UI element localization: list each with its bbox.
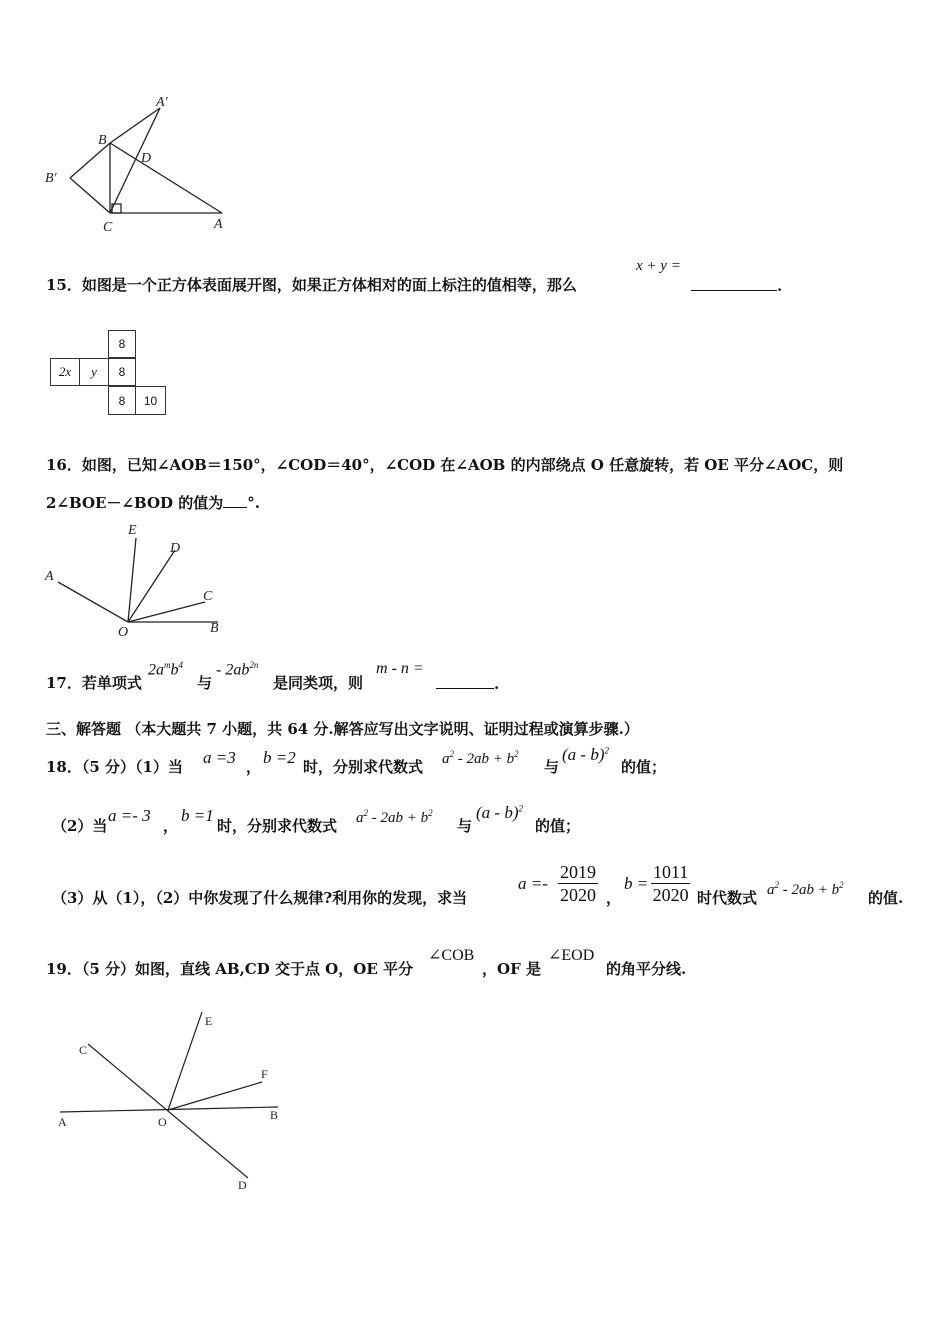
net-cell: y <box>79 358 109 386</box>
label-b: B <box>210 621 219 636</box>
fraction-denominator: 2020 <box>560 885 596 905</box>
q17-answer[interactable] <box>436 674 499 693</box>
fraction-numerator: 2019 <box>560 862 596 882</box>
q17-mid: 与 <box>197 674 213 692</box>
q18-l3-a-fraction <box>558 861 598 906</box>
label-a: A <box>45 569 54 584</box>
q15-text: 15．如图是一个正方体表面展开图，如果正方体相对的面上标注的值相等，那么 <box>46 276 577 294</box>
q18-l3-sep: ， <box>606 889 622 907</box>
label-e: E <box>128 523 137 538</box>
q18-l3-end: 的值. <box>868 889 904 907</box>
q18-l2-paren: (a - b)$^2$ <box>476 803 523 822</box>
q18-l1-a: a =3 <box>203 748 236 767</box>
fraction-denominator: 2020 <box>652 885 689 905</box>
q19-angle-eod: ∠EOD <box>548 947 595 964</box>
q19-angle-cob: ∠COB <box>428 947 475 964</box>
label-a-prime: A′ <box>156 95 168 110</box>
q18-l2-sep: ， <box>163 817 179 835</box>
q19-mid: ，OF 是 <box>482 960 541 978</box>
q17-end: . <box>494 675 500 693</box>
q18-l1-mid: 时，分别求代数式 <box>303 758 424 776</box>
segment-b-aprime <box>110 108 160 143</box>
question-17 <box>46 672 142 693</box>
q18-l3-expr: $a^2 - 2ab + b^2$ <box>767 880 844 898</box>
q15-end: . <box>777 277 783 295</box>
q18-l1-b: b =2 <box>263 748 296 767</box>
q18-l2-end: 的值； <box>535 817 581 835</box>
fraction-numerator: 1011 <box>653 862 689 882</box>
q18-l3-mid: 时代数式 <box>697 889 758 907</box>
q17-expression: m - n = <box>376 660 424 677</box>
q18-line2-pre: （2）当 <box>52 817 108 835</box>
q18-l2-a: a =- 3 <box>108 806 151 825</box>
ray-oe <box>128 538 136 622</box>
q15-answer-blank[interactable] <box>691 276 782 295</box>
label-b-prime: B′ <box>45 171 57 186</box>
label-c: C <box>103 220 113 235</box>
net-cell: 2x <box>50 358 80 386</box>
q17-post: 是同类项，则 <box>273 674 364 692</box>
label-f: F <box>261 1067 268 1081</box>
segment-bprime-c <box>70 178 110 213</box>
net-cell: 8 <box>108 358 136 386</box>
net-cell: 10 <box>135 386 166 415</box>
label-a: A <box>214 217 223 232</box>
q18-l3-b-fraction <box>651 861 690 906</box>
q16-line2-post: °. <box>247 494 261 512</box>
q18-l2-and: 与 <box>457 817 473 835</box>
question-16-line1: 16．如图，已知∠AOB＝150°，∠COD＝40°，∠COD 在∠AOB 的内部绕点 O 任意旋转，若 OE 平分∠AOC，则 <box>46 456 844 474</box>
q18-l2-mid: 时，分别求代数式 <box>217 817 338 835</box>
label-o: O <box>118 625 129 640</box>
cube-net <box>49 330 169 416</box>
label-e: E <box>205 1014 213 1028</box>
segment-bprime-b <box>70 143 110 178</box>
q15-expression: x + y = <box>636 258 681 274</box>
label-d: D <box>170 541 181 556</box>
question-15 <box>46 274 577 295</box>
net-cell: 8 <box>108 330 136 358</box>
segment-c-aprime <box>110 108 160 213</box>
ray-oe <box>168 1012 202 1110</box>
ray-of <box>168 1082 262 1110</box>
q16-line2-pre: 2∠BOE－∠BOD 的值为 <box>46 494 224 512</box>
figure-q16-angles <box>40 518 240 643</box>
q18-line1-pre: 18．（5 分）（1）当 <box>46 758 183 776</box>
label-d: D <box>141 151 152 166</box>
net-cell: 8 <box>108 386 136 415</box>
q18-l2-b: b =1 <box>181 806 214 825</box>
label-b: B <box>98 133 107 148</box>
q18-line3-pre: （3）从（1），（2）中你发现了什么规律?利用你的发现，求当 <box>52 889 468 907</box>
q18-l3-b: b = <box>624 874 649 893</box>
section-3-title: 三、解答题 （本大题共 7 小题，共 64 分.解答应写出文字说明、证明过程或演算步骤.） <box>46 720 639 738</box>
q17-term2: - $2ab^{2n}$ <box>216 660 259 679</box>
label-c: C <box>203 589 213 604</box>
q18-l3-a: a =- <box>518 874 548 893</box>
label-a: A <box>58 1115 67 1129</box>
q18-l1-expr: $a^2 - 2ab + b^2$ <box>442 749 519 767</box>
q18-l1-sep: ， <box>246 758 262 776</box>
label-b: B <box>270 1108 279 1122</box>
q19-pre: 19．（5 分）如图，直线 AB,CD 交于点 O，OE 平分 <box>46 960 413 978</box>
q17-term1: $2a^mb^4$ <box>148 660 183 679</box>
figure-q19-lines <box>50 1000 300 1200</box>
label-d: D <box>238 1178 247 1192</box>
q19-post: 的角平分线. <box>606 960 687 978</box>
q18-l1-paren: (a - b)$^2$ <box>562 745 609 764</box>
q17-pre: 17．若单项式 <box>46 674 142 692</box>
q18-l1-end: 的值； <box>621 758 667 776</box>
label-o: O <box>158 1115 167 1129</box>
q18-l1-and: 与 <box>544 758 560 776</box>
question-16-line2 <box>46 492 260 513</box>
label-c: C <box>79 1043 88 1057</box>
q16-answer-blank[interactable] <box>223 495 247 508</box>
ray-oa <box>58 582 128 622</box>
q18-l2-expr: $a^2 - 2ab + b^2$ <box>356 808 433 826</box>
figure-q14-triangles <box>40 90 240 240</box>
